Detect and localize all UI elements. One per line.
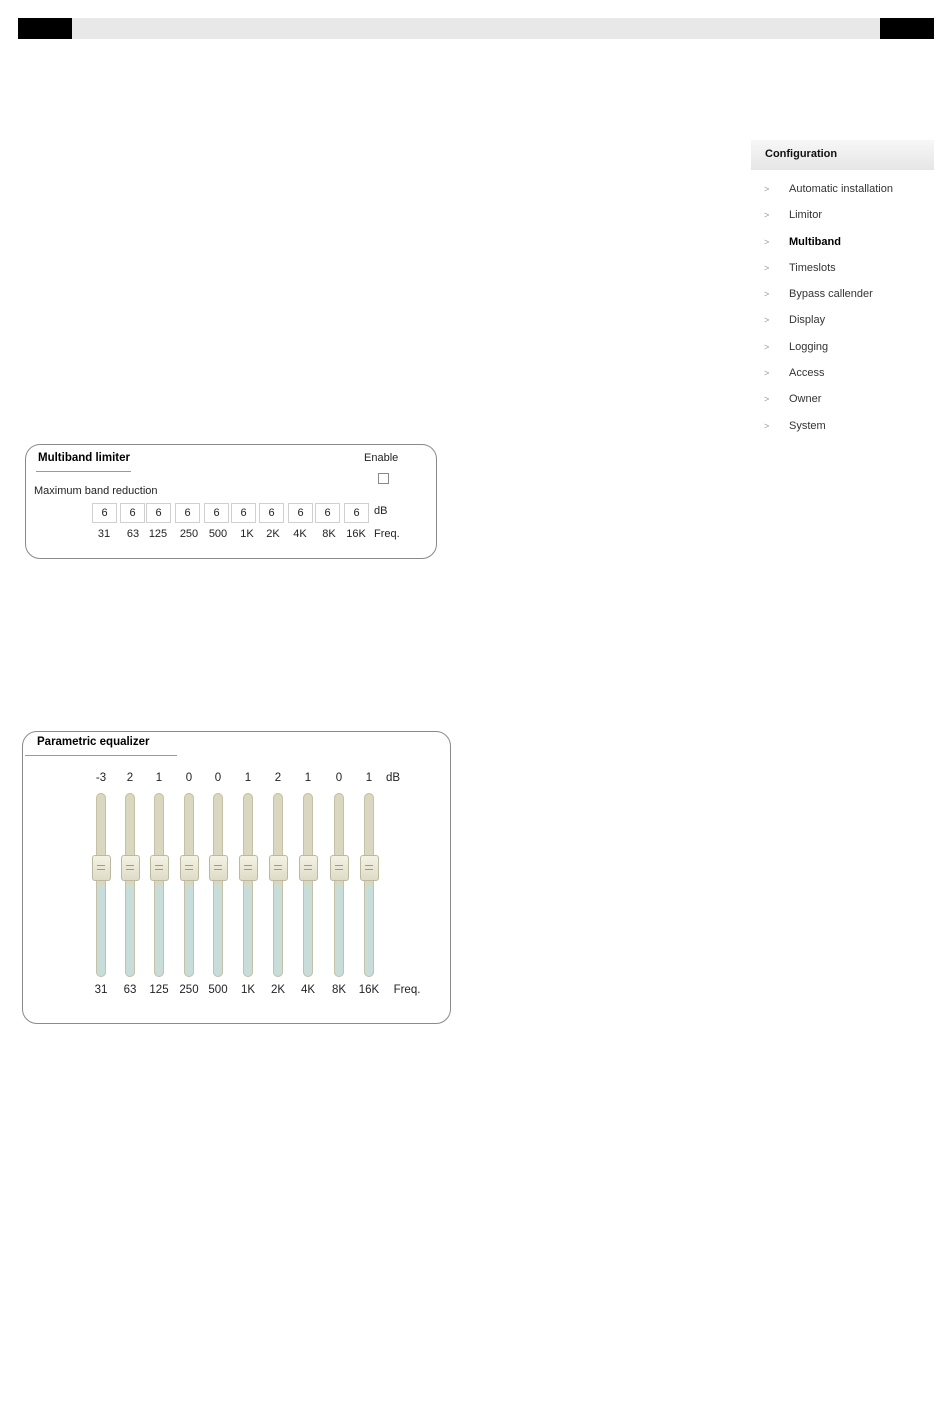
chevron-right-icon: > [764, 236, 770, 247]
configuration-menu-list [751, 176, 934, 439]
chevron-right-icon: > [764, 341, 770, 352]
frequency-label: 500 [208, 528, 228, 540]
band-reduction-input[interactable]: 6 [120, 503, 145, 523]
config-menu-item-logging[interactable] [751, 334, 934, 360]
parametric-equalizer-panel [22, 731, 451, 1024]
eq-gain-value: 1 [304, 772, 312, 784]
eq-frequency-label: 63 [123, 984, 137, 996]
eq-frequency-label: 125 [149, 984, 169, 996]
chevron-right-icon: > [764, 420, 770, 431]
db-unit-label: dB [374, 505, 388, 517]
title-divider [36, 471, 131, 472]
eq-db-unit-label: dB [385, 772, 401, 784]
band-reduction-input[interactable]: 6 [288, 503, 313, 523]
config-menu-item-limitor[interactable] [751, 202, 934, 228]
eq-slider-track[interactable] [213, 793, 223, 977]
chevron-right-icon: > [764, 184, 770, 194]
frequency-label: 16K [346, 528, 366, 540]
frequency-label: 250 [179, 528, 199, 540]
header-block-right [880, 18, 934, 39]
band-reduction-input[interactable]: 6 [259, 503, 284, 523]
frequency-label: 4K [293, 528, 307, 540]
eq-gain-value: -3 [95, 772, 107, 784]
chevron-right-icon: > [764, 368, 770, 379]
frequency-label: 2K [266, 528, 280, 540]
chevron-right-icon: > [764, 315, 770, 326]
eq-frequency-label: 2K [270, 984, 286, 996]
eq-freq-unit-label: Freq. [393, 984, 421, 996]
eq-gain-value: 0 [214, 772, 222, 784]
eq-frequency-label: 4K [300, 984, 316, 996]
config-menu-item-label: System [789, 419, 826, 432]
frequency-label: 63 [126, 528, 140, 540]
configuration-menu-title: Configuration [751, 140, 934, 170]
config-menu-item-access[interactable] [751, 360, 934, 386]
config-menu-item-multiband[interactable] [751, 229, 934, 255]
config-menu-item-bypass-callender[interactable] [751, 281, 934, 307]
chevron-right-icon: > [764, 210, 770, 221]
band-reduction-input[interactable]: 6 [204, 503, 229, 523]
eq-slider-track[interactable] [364, 793, 374, 977]
enable-checkbox[interactable] [378, 473, 389, 484]
eq-slider-thumb[interactable] [209, 855, 228, 881]
eq-gain-value: 1 [365, 772, 373, 784]
config-menu-item-system[interactable] [751, 413, 934, 439]
eq-slider-thumb[interactable] [269, 855, 288, 881]
frequency-label: 8K [322, 528, 336, 540]
band-reduction-input[interactable]: 6 [92, 503, 117, 523]
eq-slider-thumb[interactable] [92, 855, 111, 881]
eq-gain-value: 1 [244, 772, 252, 784]
config-menu-item-owner[interactable] [751, 386, 934, 412]
eq-frequency-label: 500 [208, 984, 228, 996]
config-menu-item-label: Timeslots [789, 261, 836, 274]
config-menu-item-label: Owner [789, 393, 822, 406]
config-menu-item-label: Bypass callender [789, 288, 873, 301]
eq-frequency-label: 16K [358, 984, 380, 996]
eq-slider-track[interactable] [273, 793, 283, 977]
config-menu-item-label: Automatic installation [789, 183, 893, 195]
eq-slider-thumb[interactable] [330, 855, 349, 881]
multiband-limiter-panel [25, 444, 437, 559]
enable-label: Enable [364, 452, 399, 464]
eq-slider-thumb[interactable] [360, 855, 379, 881]
band-reduction-input[interactable]: 6 [231, 503, 256, 523]
eq-gain-value: 2 [274, 772, 282, 784]
max-band-reduction-label: Maximum band reduction [34, 485, 158, 497]
header-bar [18, 18, 934, 39]
eq-slider-thumb[interactable] [299, 855, 318, 881]
frequency-label: 125 [148, 528, 168, 540]
config-menu-item-label: Limitor [789, 209, 823, 222]
eq-slider-thumb[interactable] [121, 855, 140, 881]
config-menu-item-display[interactable] [751, 307, 934, 333]
band-reduction-input[interactable]: 6 [146, 503, 171, 523]
eq-gain-value: 2 [126, 772, 134, 784]
frequency-label: 1K [240, 528, 254, 540]
eq-frequency-label: 1K [240, 984, 256, 996]
config-menu-item-label: Logging [789, 340, 829, 353]
eq-frequency-label: 250 [179, 984, 199, 996]
eq-frequency-label: 31 [94, 984, 108, 996]
frequency-label: 31 [97, 528, 111, 540]
header-block-left [18, 18, 72, 39]
config-menu-item-label: Access [789, 367, 825, 380]
title-divider [25, 755, 177, 756]
config-menu-item-automatic-installation[interactable] [751, 176, 934, 202]
eq-slider-thumb[interactable] [239, 855, 258, 881]
eq-slider-track[interactable] [303, 793, 313, 977]
config-menu-item-label: Display [789, 314, 826, 327]
freq-unit-label: Freq. [374, 528, 400, 540]
eq-slider-track[interactable] [184, 793, 194, 977]
chevron-right-icon: > [764, 289, 770, 300]
band-reduction-input[interactable]: 6 [175, 503, 200, 523]
eq-slider-track[interactable] [154, 793, 164, 977]
configuration-menu [751, 140, 934, 440]
eq-slider-track[interactable] [334, 793, 344, 977]
eq-slider-track[interactable] [125, 793, 135, 977]
chevron-right-icon: > [764, 394, 770, 405]
band-reduction-input[interactable]: 6 [344, 503, 369, 523]
chevron-right-icon: > [764, 262, 770, 273]
eq-gain-value: 1 [155, 772, 163, 784]
eq-slider-thumb[interactable] [180, 855, 199, 881]
eq-slider-track[interactable] [96, 793, 106, 977]
eq-slider-thumb[interactable] [150, 855, 169, 881]
eq-frequency-label: 8K [331, 984, 347, 996]
parametric-equalizer-title: Parametric equalizer [37, 736, 150, 748]
config-menu-item-timeslots[interactable] [751, 255, 934, 281]
band-reduction-input[interactable]: 6 [315, 503, 340, 523]
eq-gain-value: 0 [335, 772, 343, 784]
config-menu-item-label: Multiband [789, 235, 841, 248]
eq-slider-track[interactable] [243, 793, 253, 977]
multiband-limiter-title: Multiband limiter [38, 452, 130, 464]
eq-gain-value: 0 [185, 772, 193, 784]
